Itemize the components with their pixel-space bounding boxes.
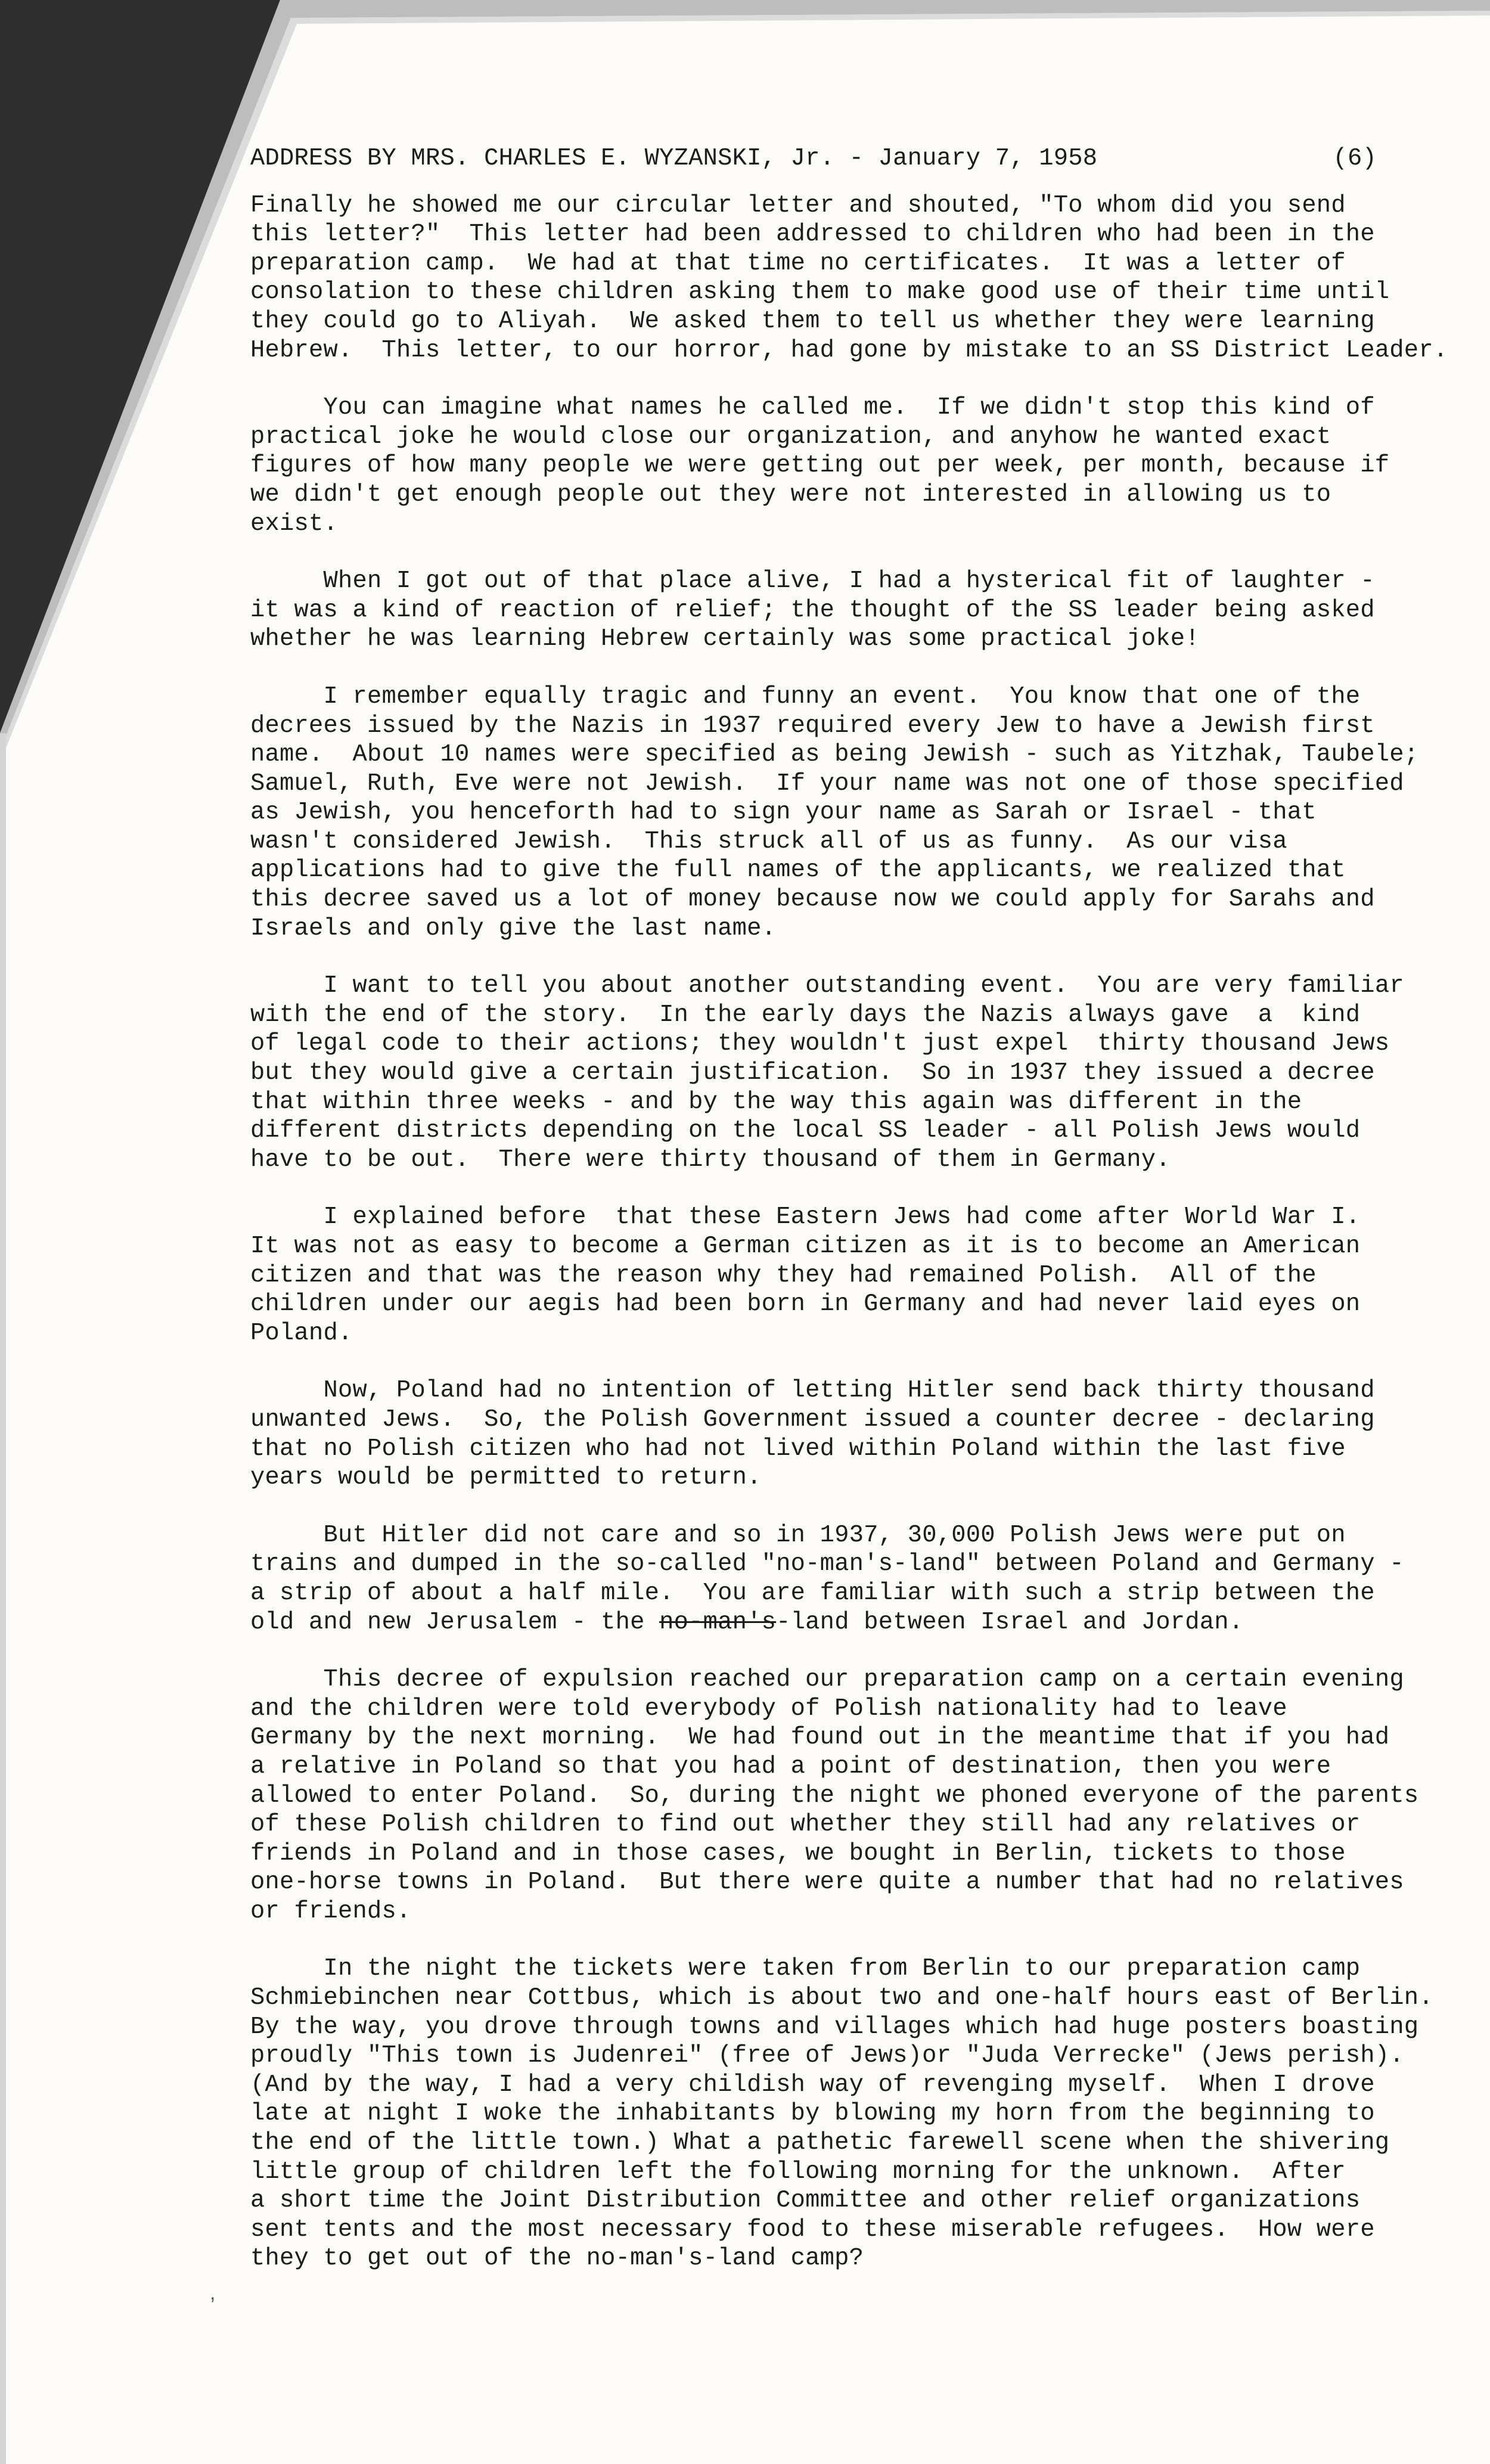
paragraph-polish-decree: Now, Poland had no intention of letting Hitler send back thirty thousand unwanted Jews. So, the Polish Government issued a counter decree - declaring that no Polish citizen who had not lived within Poland within the last five years would be permitted to return. bbox=[250, 1377, 1375, 1492]
paragraph-laughter: When I got out of that place alive, I had a hysterical fit of laughter - it was a kind of reaction of relief; the thought of the SS leader being asked whether he was learning Hebrew certainly was some practical joke! bbox=[250, 567, 1375, 653]
letter-body bbox=[250, 136, 1454, 2302]
page-header bbox=[250, 144, 1377, 173]
paragraph-practical-joke: You can imagine what names he called me. If we didn't stop this kind of practical joke he would close our organization, and anyhow he wanted exact figures of how many people we were getting out per week, per month, because if we didn't get enough people out they were not interested in allowing us to exist. bbox=[250, 394, 1390, 538]
struck-word: no-man's bbox=[659, 1608, 777, 1636]
page-number: (6) bbox=[1333, 145, 1377, 172]
paragraph-circular-letter: Finally he showed me our circular letter and shouted, "To whom did you send this letter?" This letter had been addressed to children who had been in the preparation camp. We had at that time no certificates. It was a letter of consolation to these children asking them to make good use of their time until they could go to Aliyah. We asked them to tell us whether they were learning Hebrew. This letter, to our horror, had gone by mistake to an SS District Leader. bbox=[250, 191, 1448, 364]
address-title: ADDRESS BY MRS. CHARLES E. WYZANSKI, Jr. - January 7, 1958 bbox=[250, 145, 1098, 172]
paragraph-expulsion: This decree of expulsion reached our preparation camp on a certain evening and the children were told everybody of Polish nationality had to leave Germany by the next morning. We had found out in the meantime that if you had a relative in Poland so that you had a point of destination, then you were allowed to enter Poland. So, during the night we phoned everyone of the parents of these Polish children to find out whether they still had any relatives or friends in Poland and in those cases, we bought in Berlin, tickets to those one-horse towns in Poland. But there were quite a number that had no relatives or friends. bbox=[250, 1666, 1419, 1925]
paragraph-no-mans-land bbox=[250, 1521, 1454, 1637]
paragraph-outstanding-event: I want to tell you about another outstanding event. You are very familiar with the end of the story. In the early days the Nazis always gave a kind of legal code to their actions; they wouldn't just expel thirty thousand Jews but they would give a certain justification. So in 1937 they issued a decree that within three weeks - and by the way this again was different in the different districts depending on the local SS leader - all Polish Jews would have to be out. There were thirty thousand of them in Germany. bbox=[250, 972, 1404, 1174]
paragraph-eastern-jews: I explained before that these Eastern Jews had come after World War I. It was not as easy to become a German citizen as it is to become an American citizen and that was the reason why they had remained Polish. All of the children under our aegis had been born in Germany and had never laid eyes on Poland. bbox=[250, 1203, 1361, 1347]
paragraph-tickets: In the night the tickets were taken from Berlin to our preparation camp Schmiebinchen near Cottbus, which is about two and one-half hours east of Berlin. By the way, you drove through towns and villages which had huge posters boasting proudly "This town is Judenrei" (free of Jews)or "Juda Verrecke" (Jews perish). (And by the way, I had a very childish way of revenging myself. When I drove late at night I woke the inhabitants by blowing my horn from the beginning to the end of the little town.) What a pathetic farewell scene when the shivering little group of children left the following morning for the unknown. After a short time the Joint Distribution Committee and other relief organizations sent tents and the most necessary food to these miserable refugees. How were they to get out of the no-man's-land camp? bbox=[250, 1955, 1433, 2273]
paragraph-jewish-names: I remember equally tragic and funny an event. You know that one of the decrees issued by the Nazis in 1937 required every Jew to have a Jewish first name. About 10 names were specified as being Jewish - such as Yitzhak, Taubele; Samuel, Ruth, Eve were not Jewish. If your name was not one of those specified as Jewish, you henceforth had to sign your name as Sarah or Israel - that wasn't considered Jewish. This struck all of us as funny. As our visa applications had to give the full names of the applicants, we realized that this decree saved us a lot of money because now we could apply for Sarahs and Israels and only give the last name. bbox=[250, 682, 1419, 942]
margin-mark: , bbox=[210, 2282, 216, 2304]
no-mans-land-text: But Hitler did not care and so in 1937, 30,000 Polish Jews were put on trains and dumped in the so-called "no-man's-land" between Poland and Germany - a strip of about a half mile. You are familiar with such a strip between the old and new Jerusalem - the bbox=[250, 1521, 1404, 1636]
jerusalem-line-end: -land between Israel and Jordan. bbox=[776, 1608, 1244, 1636]
